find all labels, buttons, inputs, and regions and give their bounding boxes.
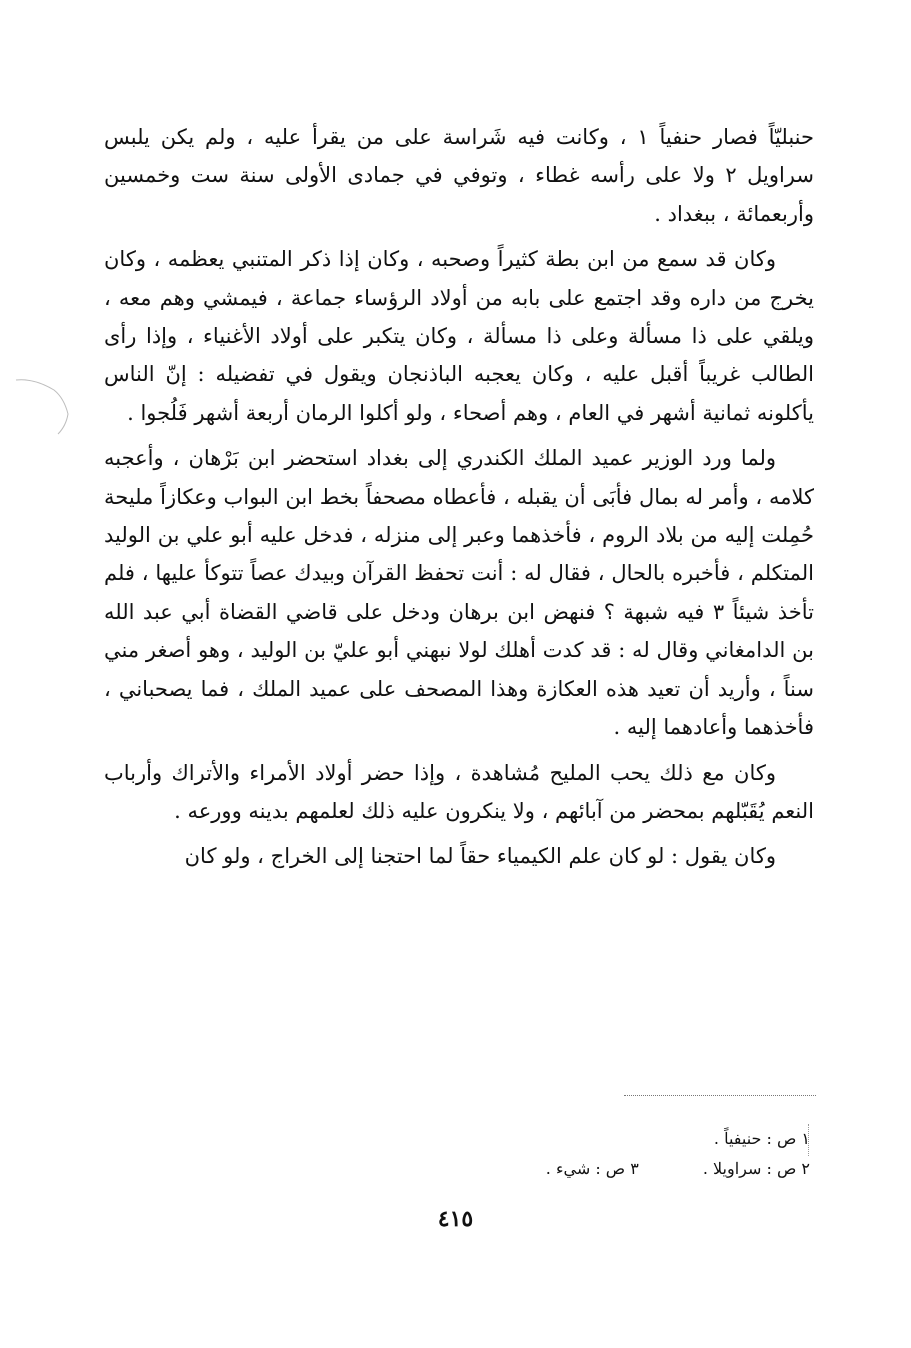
- paragraph-2: وكان قد سمع من ابن بطة كثيراً وصحبه ، وكان إذا ذكر المتنبي يعظمه ، وكان يخرج من داره وقد اجتمع على بابه من أولاد الرؤساء جماعة ، فيمشي وهم معه ، ويلقي على ذا مسألة وعلى ذا مسألة ، وكان يتكبر على أولاد الأغنياء ، وإذا رأى الطالب غريباً أقبل عليه ، وكان يعجبه الباذنجان ويقول في تفضيله : إنّ الناس يأكلونه ثمانية أشهر في العام ، وهم أصحاء ، ولو أكلوا الرمان أربعة أشهر فَلُجوا .: [104, 247, 814, 425]
- paragraph-5: وكان يقول : لو كان علم الكيمياء حقاً لما احتجنا إلى الخراج ، ولو كان: [184, 844, 776, 869]
- paragraph-3: ولما ورد الوزير عميد الملك الكندري إلى بغداد استحضر ابن بَرْهان ، وأعجبه كلامه ، وأمر له بمال فأبَى أن يقبله ، فأعطاه مصحفاً بخط ابن البواب وعكازاً مليحة حُمِلت إليه من بلاد الروم ، فأخذهما وعبر إلى منزله ، فدخل عليه أبو علي بن الوليد المتكلم ، فأخبره بالحال ، فقال له : أنت تحفظ القرآن وبيدك عصاً تتوكأ عليها ، فلم تأخذ شيئاً ٣ فيه شبهة ؟ فنهض ابن برهان ودخل على قاضي القضاة أبي عبد الله بن الدامغاني وقال له : قد كدت أهلك لولا نبهني أبو عليّ بن الوليد ، وهو أصغر مني سناً ، وأريد أن تعيد هذه العكازة وهذا المصحف على عميد الملك ، فما يصحباني ، فأخذهما وأعادهما إليه .: [104, 446, 814, 740]
- footnotes: [104, 1124, 810, 1184]
- footnote-1: ١ ص : حنيفياً .: [713, 1129, 810, 1148]
- scan-artifact-mark: [14, 376, 72, 436]
- footnote-row-2: [104, 1154, 810, 1184]
- footnote-2: ٢ ص : سراويلا .: [702, 1159, 810, 1178]
- footnote-3: ٣ ص : شيء .: [545, 1159, 639, 1178]
- page-number: ٤١٥: [437, 1206, 474, 1232]
- paragraph-1: حنبليّاً فصار حنفياً ١ ، وكانت فيه شَراسة على من يقرأ عليه ، ولم يكن يلبس سراويل ٢ ولا على رأسه غطاء ، وتوفي في جمادى الأولى سنة ست وخمسين وأربعمائة ، ببغداد .: [104, 125, 814, 226]
- footnote-separator: [624, 1095, 816, 1096]
- paragraph-4: وكان مع ذلك يحب المليح مُشاهدة ، وإذا حضر أولاد الأمراء والأتراك وأرباب النعم يُقَبّلهم بمحضر من آبائهم ، ولا ينكرون عليه ذلك لعلمهم بدينه وورعه .: [104, 760, 814, 823]
- main-text: [104, 118, 814, 876]
- footnote-row-1: [104, 1124, 810, 1154]
